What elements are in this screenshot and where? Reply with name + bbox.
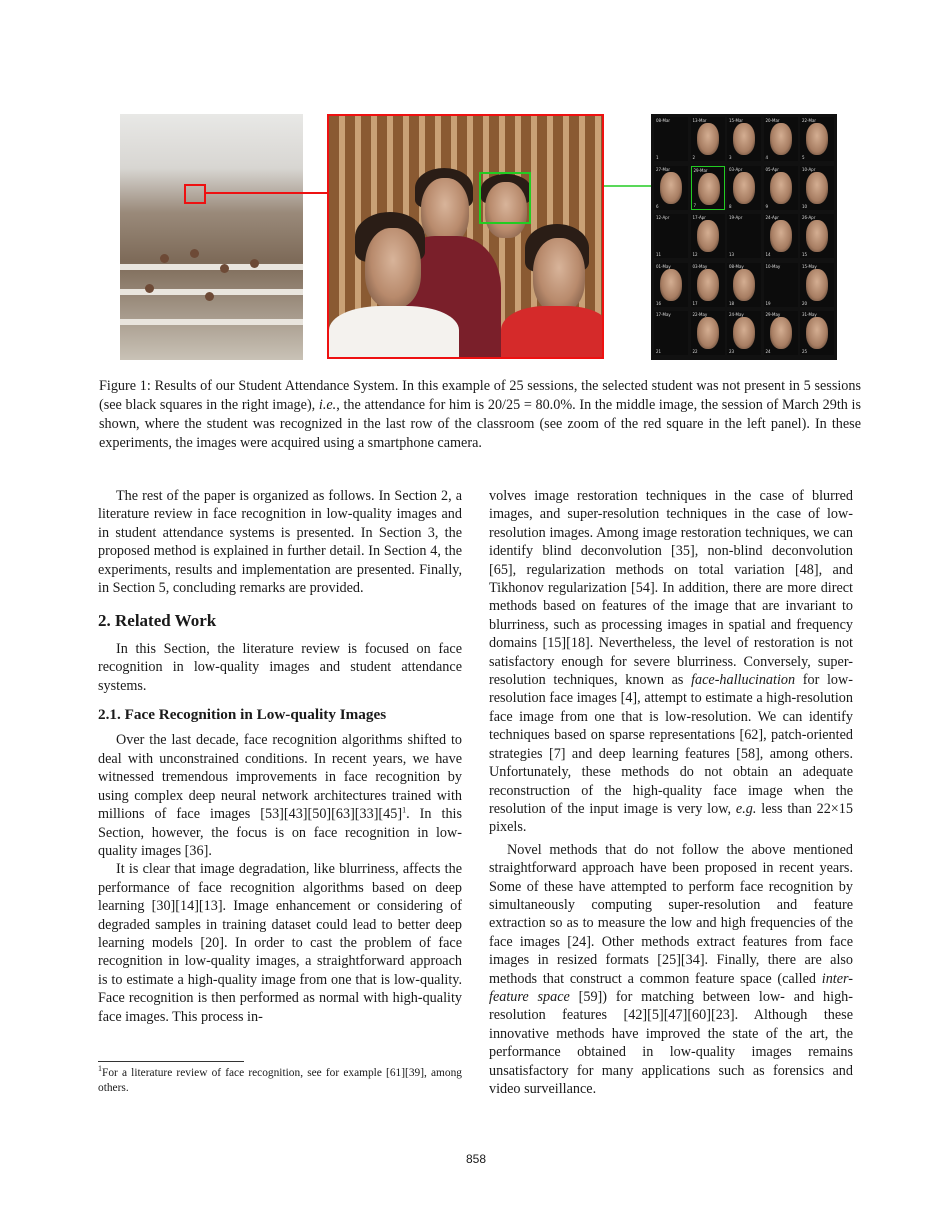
attendance-date-label: 03-Apr <box>729 166 743 172</box>
student <box>250 259 259 268</box>
attendance-date-label: 31-May <box>802 312 817 317</box>
attendance-cell <box>654 214 688 258</box>
attendance-face <box>660 172 682 204</box>
attendance-session-number: 9 <box>765 203 769 209</box>
attendance-cell <box>764 166 798 210</box>
attendance-session-number: 6 <box>656 203 659 209</box>
attendance-face <box>770 317 792 349</box>
attendance-date-label: 01-May <box>656 263 671 269</box>
attendance-face <box>770 172 792 204</box>
paragraph-text: [59]) for matching between low- and high-resolution features [42][5][47][60][23]. Although these innovative methods have improved the state of the art, the performance obtained in low-quality images remains unsatisfactory for many applications such as forensics and video surveillance. <box>489 988 853 1097</box>
attendance-date-label: 13-Mar <box>692 118 707 123</box>
attendance-date-label: 10-Apr <box>802 166 816 172</box>
student <box>220 264 229 273</box>
emphasis: e.g. <box>735 800 757 817</box>
subsection-heading: 2.1. Face Recognition in Low-quality Images <box>98 706 387 724</box>
attendance-date-label: 15-Mar <box>729 118 744 123</box>
paragraph-text: Novel methods that do not follow the above mentioned straightforward approach have been proposed in recent years. Some of these have attempted to perform face recognition by simultaneously computing super-resolution and feature extraction so as to measure the low and high frequencies of the face images [24]. Other methods extract features from face images in resized formats [25][34]. Finally, there are also methods that construct a common feature space (called <box>489 841 853 987</box>
attendance-session-number: 23 <box>729 349 735 354</box>
student-face <box>365 228 421 308</box>
student-face <box>533 238 585 312</box>
attendance-session-number: 17 <box>692 300 698 306</box>
attendance-session-number: 20 <box>802 300 808 306</box>
footnote-text: For a literature review of face recognition, see for example [61][39], among others. <box>98 1067 462 1094</box>
attendance-cell <box>764 117 798 161</box>
attendance-session-number: 7 <box>693 202 697 208</box>
attendance-cell <box>727 311 761 355</box>
attendance-cell <box>691 311 725 355</box>
paragraph <box>489 841 853 1099</box>
attendance-face <box>806 123 828 155</box>
attendance-session-number: 25 <box>802 349 808 354</box>
attendance-cell <box>800 214 834 258</box>
right-column <box>489 487 853 1098</box>
paragraph-text: volves image restoration techniques in the case of blurred images, and super-resolution techniques in the case of low-resolution images. Among image restoration techniques, we can identify blind deconvolution [35], non-blind deconvolution [65], regularization methods on total variation [48], and Tikhonov regularization [54]. In addition, there are more direct methods based on features of the image that are invariant to blurriness, such as processing images in spatial and frequency domains [15][18]. Nevertheless, the level of restoration is not satisfactory enough for severe blurriness. Conversely, super-resolution techniques, known as <box>489 488 853 689</box>
attendance-face <box>733 269 755 301</box>
attendance-date-label: 20-Mar <box>765 118 780 123</box>
attendance-face <box>697 123 719 155</box>
attendance-date-label: 19-Apr <box>729 215 743 220</box>
attendance-cell <box>691 166 725 210</box>
attendance-cell <box>654 311 688 355</box>
attendance-cell <box>654 166 688 210</box>
attendance-session-number: 8 <box>729 203 732 209</box>
attendance-cell <box>727 117 761 161</box>
caption-text: , the attendance for him is 20/25 = 80.0%. In the middle image, the session of March 29th is shown, where the student was recognized in the last row of the classroom (see zoom of the red square in the left panel). In these experiments, the images were acquired using a smartphone camera. <box>99 397 861 451</box>
attendance-session-number: 2 <box>692 155 696 160</box>
emphasis: face-hallucination <box>691 672 796 689</box>
attendance-cell <box>800 117 834 161</box>
attendance-face <box>697 269 719 301</box>
attendance-session-number: 12 <box>692 252 698 257</box>
attendance-face <box>697 220 719 252</box>
attendance-cell <box>800 263 834 307</box>
paragraph-text: for low-resolution face images [4], attempt to estimate a high-resolution face image from one that is low-resolution. We can identify techniques based on sparse representations [62], patch-oriented strategies [7] and deep learning features [58], among others. Unfortunately, these methods do not obtain an adequate reconstruction of the high-quality face image when the resolution of the input image is very low, <box>489 672 853 817</box>
section-intro-paragraph: In this Section, the literature review is focused on face recognition in low-quality images and student attendance systems. <box>98 640 462 694</box>
attendance-session-number: 10 <box>802 203 808 209</box>
attendance-session-number: 19 <box>765 300 771 306</box>
attendance-date-label: 08-Mar <box>656 118 671 123</box>
attendance-cell <box>691 214 725 258</box>
attendance-session-number: 3 <box>729 155 732 160</box>
footnote-rule <box>98 1061 244 1062</box>
caption-text: Figure 1: Results of our Student Attendance System. In this example of 25 sessions, the selected student was not present in 5 sessions (see black squares in the right image), <box>99 378 861 413</box>
attendance-cell <box>764 214 798 258</box>
attendance-date-label: 24-May <box>729 312 744 317</box>
attendance-cell <box>691 117 725 161</box>
student-face <box>421 178 469 244</box>
paragraph-text: less than 22×15 pixels. <box>489 800 853 836</box>
attendance-date-label: 24-Apr <box>765 215 779 220</box>
section-heading: 2. Related Work <box>98 611 217 631</box>
attendance-face <box>806 220 828 252</box>
footnote <box>98 1066 462 1096</box>
student <box>190 249 199 258</box>
attendance-cell <box>654 263 688 307</box>
recognized-face-box <box>479 172 531 224</box>
attendance-session-number: 5 <box>802 155 805 160</box>
student <box>160 254 169 263</box>
attendance-face <box>806 317 828 349</box>
attendance-face <box>733 172 755 204</box>
student-shirt <box>501 306 604 359</box>
attendance-date-label: 03-May <box>692 263 708 269</box>
attendance-date-label: 05-Apr <box>765 166 779 172</box>
attendance-session-number: 15 <box>802 252 808 257</box>
attendance-face <box>698 173 720 205</box>
attendance-face <box>660 269 682 301</box>
left-column <box>98 487 462 1026</box>
attendance-session-number: 14 <box>765 252 771 257</box>
attendance-session-number: 18 <box>729 300 735 306</box>
attendance-face <box>733 317 755 349</box>
bench <box>120 319 303 325</box>
attendance-face <box>770 123 792 155</box>
attendance-session-number: 1 <box>656 155 659 160</box>
attendance-session-number: 21 <box>656 349 662 354</box>
attendance-session-number: 24 <box>765 349 771 354</box>
emphasis: inter-feature space <box>489 970 853 1005</box>
attendance-session-number: 11 <box>656 252 662 257</box>
attendance-face <box>733 123 755 155</box>
attendance-cell <box>764 263 798 307</box>
zoom-region-box <box>184 184 206 204</box>
attendance-date-label: 29-May <box>765 312 781 317</box>
student-shirt <box>329 306 459 359</box>
attendance-session-number: 16 <box>656 300 662 306</box>
attendance-face <box>770 220 792 252</box>
attendance-cell <box>654 117 688 161</box>
zoomed-classroom-image <box>327 114 604 359</box>
attendance-cell <box>800 166 834 210</box>
attendance-cell <box>764 311 798 355</box>
attendance-face <box>697 317 719 349</box>
paragraph: It is clear that image degradation, like blurriness, affects the performance of face recognition algorithms based on deep learning [30][14][13]. Image enhancement or considering of degraded samples in training dataset could lead to better deep learning models [20]. In order to cast the problem of face recognition in low-quality images, a straightforward approach is to estimate a high-quality image from one that is low-quality. Face recognition is then performed as normal with high-quality face images. This process in- <box>98 861 462 1025</box>
attendance-grid <box>651 114 837 360</box>
attendance-date-label: 10-May <box>765 263 781 269</box>
attendance-date-label: 22-Mar <box>802 118 817 123</box>
attendance-cell <box>727 166 761 210</box>
attendance-face <box>806 172 828 204</box>
attendance-session-number: 22 <box>692 349 698 354</box>
attendance-date-label: 22-May <box>692 312 708 317</box>
classroom-photo <box>120 114 303 360</box>
student <box>145 284 154 293</box>
paragraph-text: . In this Section, however, the focus is on face recognition in low-quality images [36]. <box>98 806 462 859</box>
attendance-date-label: 29-Mar <box>693 167 708 173</box>
intro-paragraph: The rest of the paper is organized as follows. In Section 2, a literature review in face recognition in low-quality images and in student attendance systems is presented. In Section 3, the proposed method is explained in further detail. In Section 4, the experiments, results and implementation are presented. Finally, in Section 5, concluding remarks are provided. <box>98 488 462 597</box>
paragraph-text: Over the last decade, face recognition algorithms shifted to deal with unconstrained conditions. In recent years, we have witnessed tremendous improvements in face recognition by using complex deep neural network architectures trained with millions of face images [53][43][50][63][33][45] <box>98 732 462 823</box>
attendance-date-label: 27-Mar <box>656 166 671 172</box>
attendance-cell <box>800 311 834 355</box>
attendance-session-number: 13 <box>729 252 735 257</box>
paragraph <box>98 731 462 860</box>
attendance-session-number: 4 <box>765 155 769 160</box>
footnote-marker: 1 <box>98 1064 102 1074</box>
attendance-cell <box>691 263 725 307</box>
attendance-date-label: 08-May <box>729 263 744 269</box>
attendance-face <box>806 269 828 301</box>
attendance-cell <box>727 214 761 258</box>
page-number: 858 <box>465 1152 487 1166</box>
student <box>205 292 214 301</box>
attendance-date-label: 17-Apr <box>692 215 706 220</box>
paragraph <box>489 487 853 837</box>
attendance-cell <box>727 263 761 307</box>
footnote-marker: 1 <box>402 805 407 815</box>
bench <box>120 264 303 270</box>
attendance-date-label: 12-Apr <box>656 215 670 220</box>
attendance-date-label: 17-May <box>656 312 671 317</box>
attendance-date-label: 26-Apr <box>802 215 816 220</box>
attendance-date-label: 15-May <box>802 263 817 269</box>
figure-caption <box>99 377 861 453</box>
caption-abbrev: i.e. <box>318 397 337 413</box>
